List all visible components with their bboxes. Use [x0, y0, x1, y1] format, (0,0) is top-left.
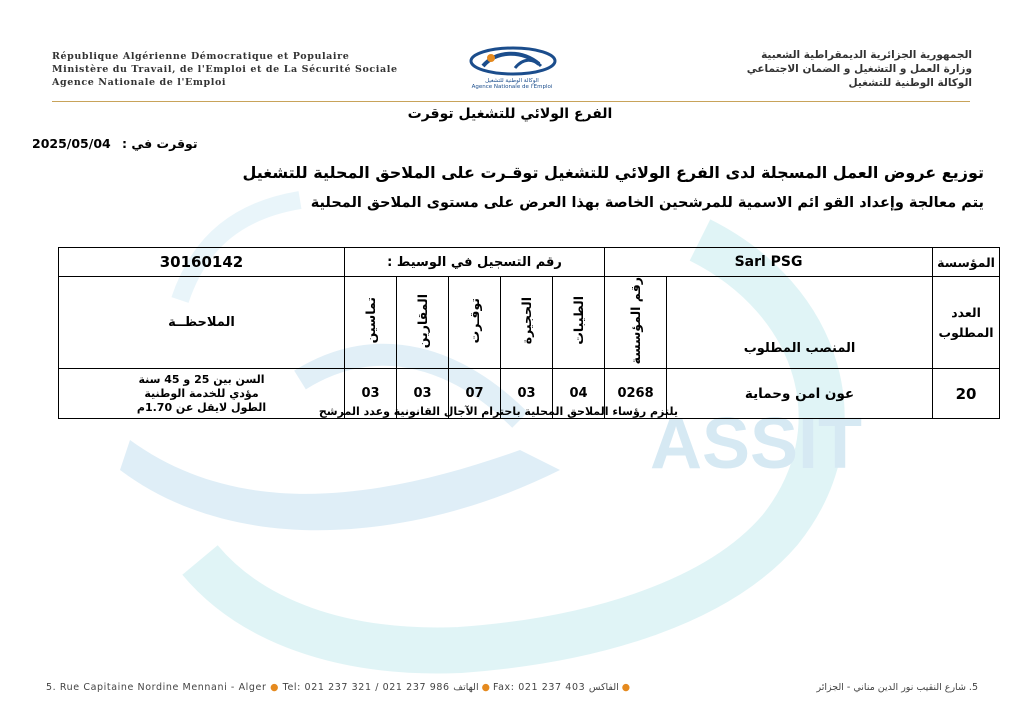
footer-address-fr: 5. Rue Capitaine Nordine Mennani - Alger	[46, 682, 267, 693]
intro-subheading: يتم معالجة وإعداد القو ائم الاسمية للمرشحين الخاصة بهذا العرض على مستوى الملاحق المحلية	[310, 195, 984, 211]
header-position: المنصب المطلوب	[667, 277, 933, 369]
registration-number: 30160142	[59, 248, 345, 277]
footer-fax: Fax: 021 237 403 الفاكس	[492, 682, 619, 693]
footer-dot-icon-3: ●	[621, 682, 631, 693]
notes-cell	[59, 369, 345, 419]
header-touggourt: توقـرت	[449, 277, 501, 369]
anem-logo-icon	[467, 46, 557, 78]
header-ar-ministry: وزارة العمل و التشغيل و الضمان الاجتماعي	[746, 63, 972, 75]
header-taibat: الطيبات	[553, 277, 605, 369]
logo-caption-ar: الوكالة الوطنية للتشغيل	[485, 78, 539, 84]
note-height: الطول لايقل عن 1.70م	[136, 400, 267, 414]
header-ar-agency: الوكالة الوطنية للتشغيل	[848, 77, 972, 89]
cell-temacine: 03	[345, 369, 397, 419]
footer-dot-icon-2: ●	[481, 682, 493, 693]
date-label: توقرت في :	[122, 136, 198, 151]
header-hadjira: الحجيرة	[501, 277, 553, 369]
branch-title: الفرع الولائي للتشغيل توقرت	[407, 106, 613, 122]
header-count: العدد المطلوب	[933, 277, 1000, 369]
cell-hadjira: 03	[501, 369, 553, 419]
date-value: 2025/05/04	[32, 136, 111, 151]
header-arabic	[592, 48, 972, 90]
footer-tel: Tel: 021 237 321 / 021 237 986 الهاتف	[282, 682, 479, 693]
note-age: السن بين 25 و 45 سنة	[138, 372, 265, 386]
cell-position: عون امن وحماية	[667, 369, 933, 419]
header-institution-number: رقم المؤسسة	[605, 277, 667, 369]
cell-megarine: 03	[397, 369, 449, 419]
cell-touggourt: 07	[449, 369, 501, 419]
intro-heading: توزيع عروض العمل المسجلة لدى الفرع الولائي للتشغيل توقـرت على الملاحق المحلية للتشغيل	[242, 163, 984, 182]
cell-count: 20	[933, 369, 1000, 419]
header-fr-ministry: Ministère du Travail, de l'Emploi et de La Sécurité Sociale	[52, 64, 398, 75]
company-name: Sarl PSG	[605, 248, 933, 277]
header-ar-republic: الجمهورية الجزائرية الديمقراطية الشعبية	[761, 49, 972, 61]
footer-address-ar: 5. شارع النقيب نور الدين مناني - الجزائر	[816, 682, 978, 693]
company-label: المؤسسة	[933, 248, 1000, 277]
header-divider	[52, 101, 970, 102]
registration-label: رقم التسجيل في الوسيط :	[345, 248, 605, 277]
table-row-company	[59, 248, 1000, 277]
table-row-headers	[59, 277, 1000, 369]
cell-institution-number: 0268	[605, 369, 667, 419]
header-fr-agency: Agence Nationale de l'Emploi	[52, 77, 227, 88]
logo-caption-fr: Agence Nationale de l'Emploi	[471, 84, 553, 90]
footer-fr	[46, 682, 630, 693]
header-fr-republic: République Algérienne Démocratique et Populaire	[52, 51, 350, 62]
cell-taibat: 04	[553, 369, 605, 419]
header-french	[52, 50, 432, 89]
footer-address	[40, 682, 984, 696]
note-military: مؤدي للخدمة الوطنية	[144, 386, 259, 400]
watermark-text: ASSIT	[650, 404, 863, 484]
header-temacine: تماسين	[345, 277, 397, 369]
footer-dot-icon: ●	[270, 682, 283, 693]
header-megarine: المقارين	[397, 277, 449, 369]
header-notes: الملاحظــة	[59, 277, 345, 369]
job-offer-table	[58, 247, 1000, 419]
anem-logo	[452, 46, 572, 96]
footnote: يلتزم رؤساء الملاحق المحلية باحترام الآجال القانونية وعدد المرشح	[318, 405, 678, 418]
